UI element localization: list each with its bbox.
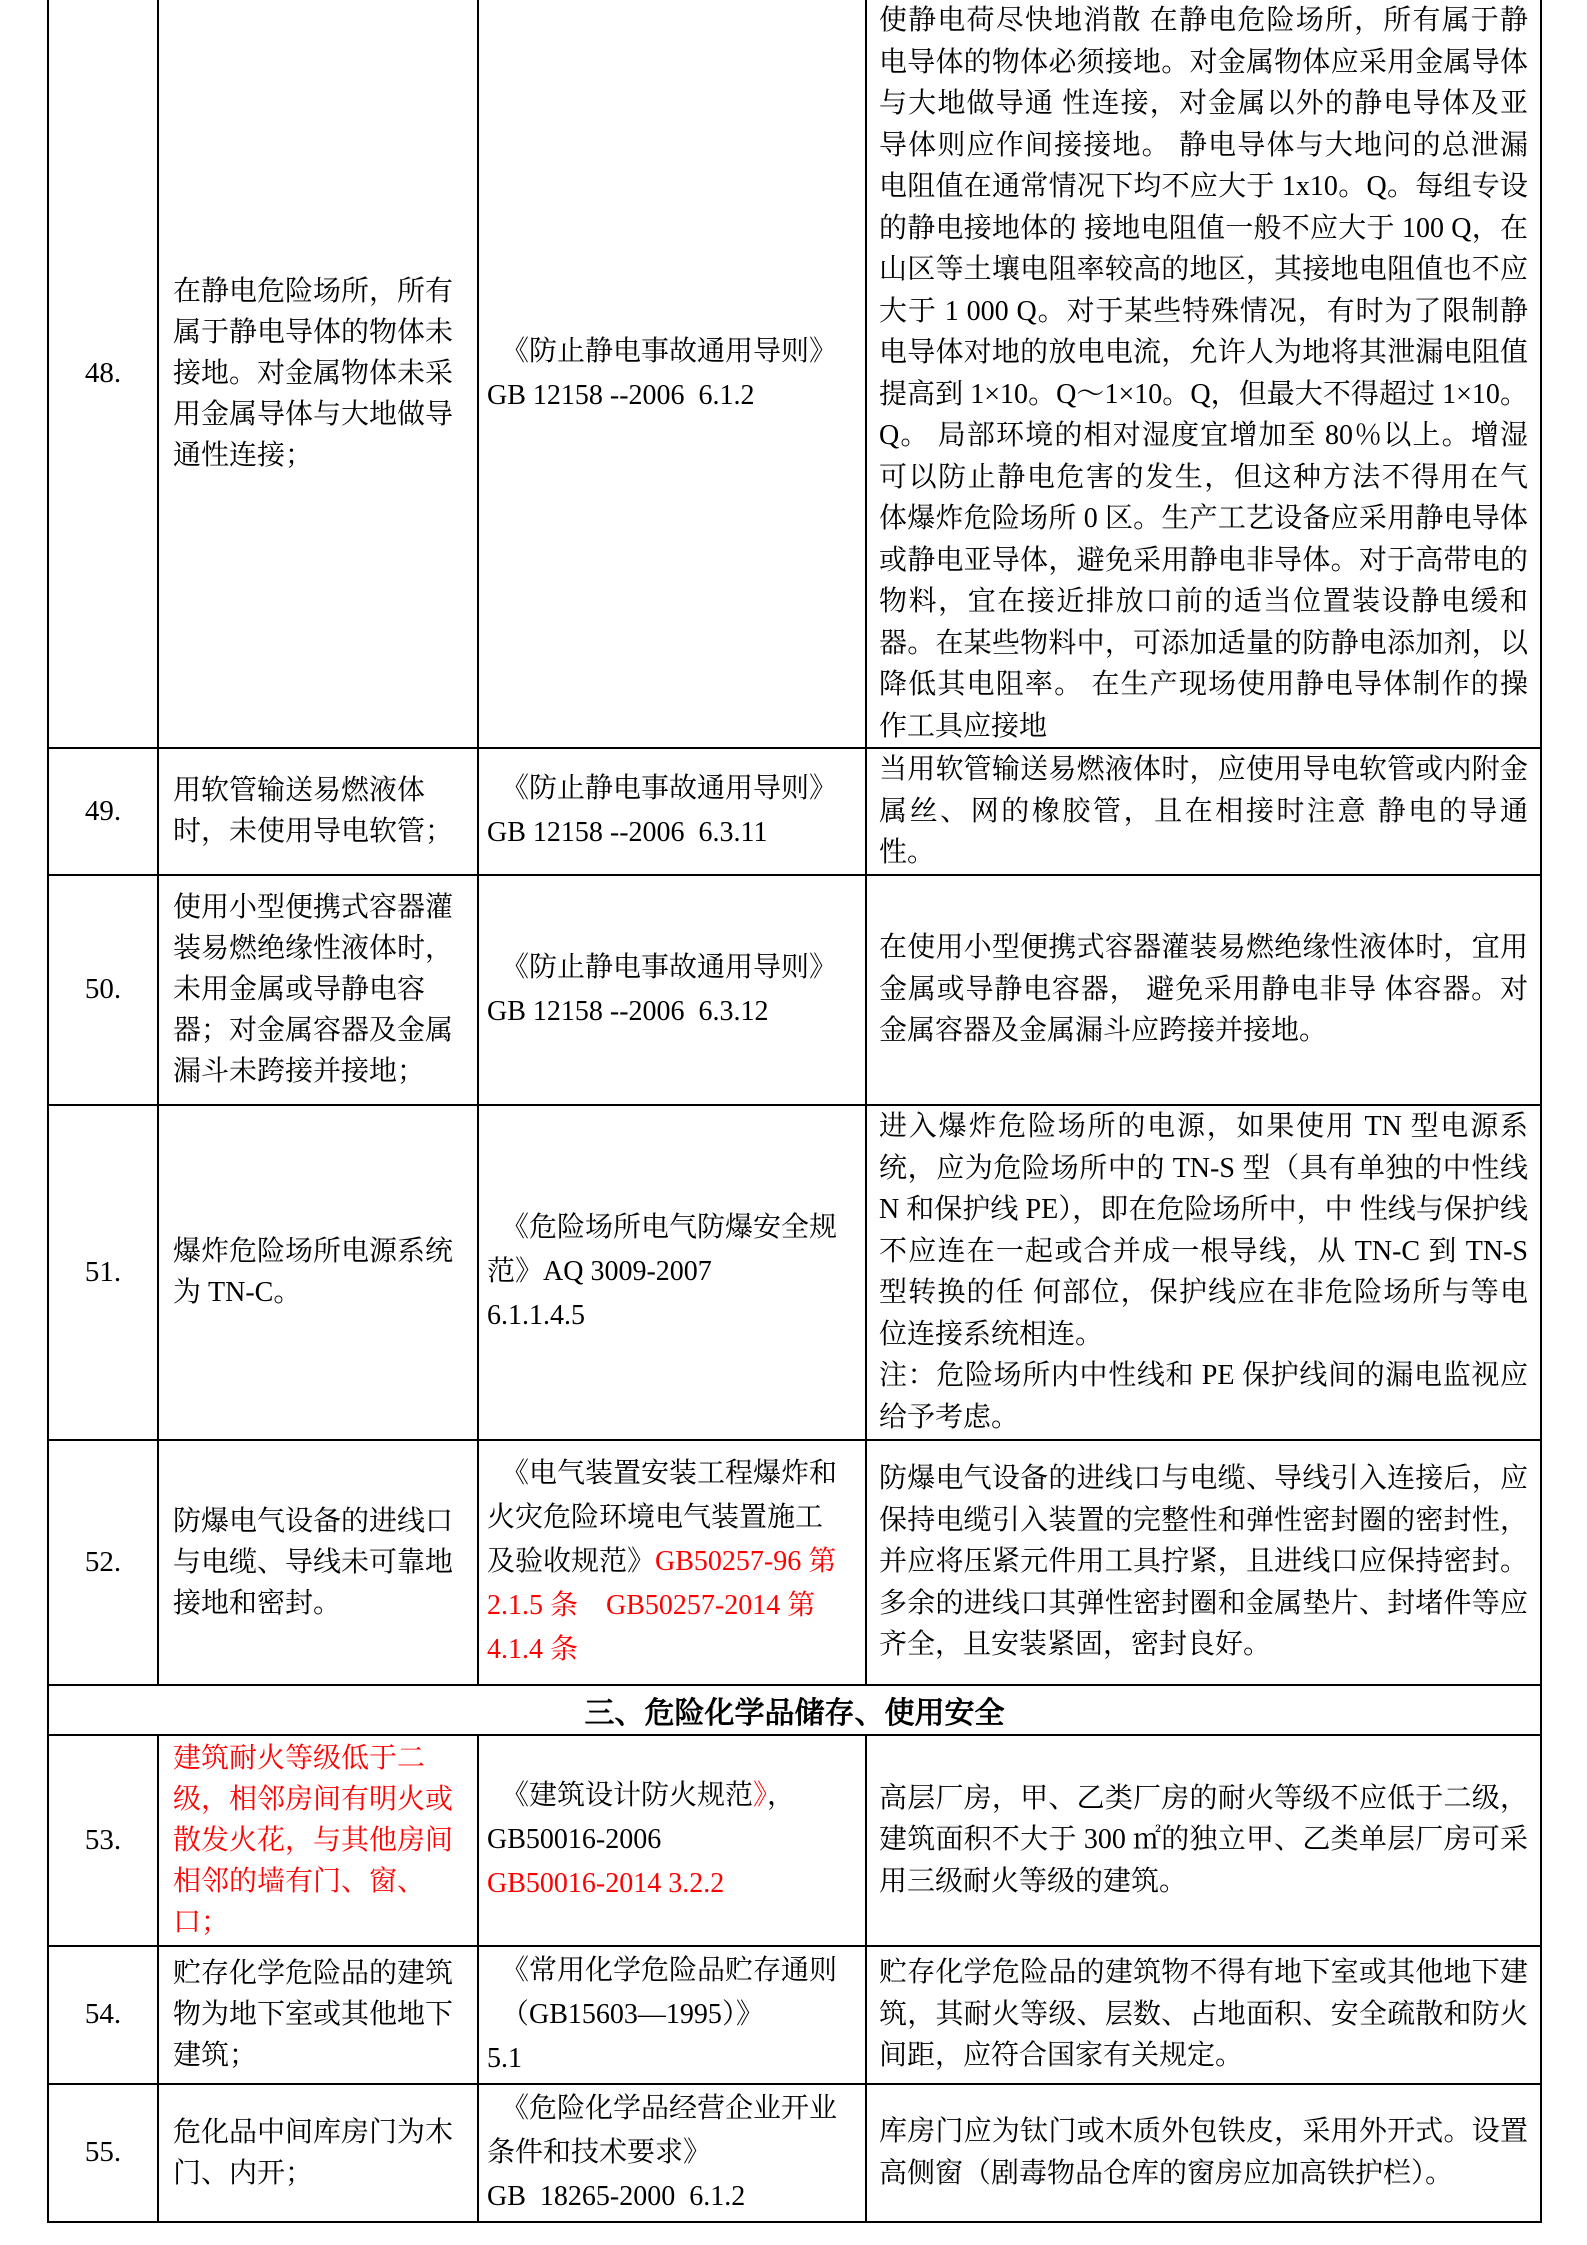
issue-cell (158, 0, 478, 748)
citation-cell (478, 748, 866, 875)
table-row (48, 2084, 1541, 2222)
citation-cell (478, 1440, 866, 1685)
row-number-cell (48, 2084, 158, 2222)
text-segment: 《危险场所电气防爆安全规 (501, 1212, 838, 1243)
explanation-cell (866, 875, 1541, 1105)
text-segment: 《防止静电事故通用导则》 (501, 773, 838, 805)
issue-cell (158, 875, 478, 1105)
issue-cell (158, 748, 478, 875)
table-row (48, 1440, 1541, 1685)
explanation-cell (866, 1946, 1541, 2084)
row-number: 55. (84, 2136, 122, 2168)
text-segment: 《危险化学品经营企业开业 (501, 2092, 838, 2124)
text-segment: 6.1.1.4.5 (487, 1300, 585, 1331)
citation-line (487, 1628, 857, 1672)
citation-cell (478, 1735, 866, 1946)
explanation-paragraph: 在使用小型便携式容器灌装易燃绝缘性液体时，宜用金属或导静电容器， 避免采用静电非导 体容器。对金属容器及金属漏斗应跨接并接地。 (879, 932, 1528, 1047)
text-segment: 《防止静电事故通用导则》 (501, 951, 838, 983)
text-segment: （GB15603—1995）》 (501, 1998, 764, 2030)
red-text-segment: 建筑耐火等级低于二级，相邻房间有明火或散发火花，与其他房间相邻的墙有门、窗、口； (173, 1742, 454, 1938)
citation-cell (478, 875, 866, 1105)
red-text-segment: 》 (753, 1780, 768, 1811)
citation-line (487, 767, 857, 811)
section-header-cell (48, 1685, 1541, 1735)
table-row (48, 1105, 1541, 1440)
text-segment: 在静电危险场所，所有属于静电导体的物体未接地。对金属物体未采用金属导体与大地做导通性连接； (173, 276, 454, 471)
issue-cell (158, 1105, 478, 1440)
explanation-paragraph: 注：危险场所内中性线和 PE 保护线间的漏电监视应给予考虑。 (879, 1360, 1528, 1433)
row-number: 48. (84, 357, 122, 389)
row-number-cell (48, 0, 158, 748)
citation-line (487, 1862, 857, 1906)
row-number-cell (48, 875, 158, 1105)
text-segment: 范》AQ 3009-2007 (487, 1256, 712, 1287)
row-number-cell (48, 1440, 158, 1685)
explanation-cell (866, 1440, 1541, 1685)
text-segment: 及验收规范》 (487, 1546, 656, 1577)
citation-line (487, 374, 857, 418)
row-number-cell (48, 1735, 158, 1946)
text-segment: 爆炸危险场所电源系统为 TN-C。 (173, 1236, 454, 1308)
issue-text (173, 887, 463, 1092)
explanation-cell (866, 0, 1541, 748)
citation-line (487, 946, 857, 990)
issue-cell (158, 2084, 478, 2222)
table-row (48, 1946, 1541, 2084)
regulation-table (47, 0, 1542, 2223)
table-row (48, 0, 1541, 748)
citation-cell (478, 2084, 866, 2222)
issue-text (173, 770, 463, 852)
text-segment: GB 12158 --2006 6.3.12 (487, 995, 769, 1027)
table-row (48, 875, 1541, 1105)
explanation-cell (866, 748, 1541, 875)
citation-line (487, 1993, 857, 2037)
text-segment: 5.1 (487, 2042, 522, 2074)
text-segment: GB 12158 --2006 6.1.2 (487, 379, 755, 411)
row-number: 49. (84, 794, 122, 827)
text-segment: 《常用化学危险品贮存通则 (501, 1954, 838, 1986)
text-segment: GB 12158 --2006 6.3.11 (487, 817, 768, 849)
citation-line (487, 330, 857, 374)
row-number: 53. (84, 1823, 122, 1856)
text-segment: 危化品中间库房门为木门、内开； (173, 2116, 454, 2189)
issue-text (173, 1738, 463, 1943)
issue-text (173, 271, 463, 476)
issue-cell (158, 1735, 478, 1946)
text-segment: 条件和技术要求》 (487, 2136, 712, 2168)
table-row (48, 1735, 1541, 1946)
citation-line (487, 2131, 857, 2175)
document-page (47, 0, 1542, 2223)
citation-line (487, 1294, 857, 1338)
red-text-segment: 2.1.5 条 GB50257-2014 第 (487, 1590, 816, 1621)
explanation-paragraph: 进入爆炸危险场所的电源，如果使用 TN 型电源系统，应为危险场所中的 TN-S 型（具有单独的中性线 N 和保护线 PE），即在危险场所中，中 性线与保护线不应连在一起或合并成一根导线，从 TN-C 到 TN-S 型转换的任 何部位，保护线应在非危险场所与等电位连接系统相连。 (879, 1111, 1528, 1350)
explanation-paragraph: 高层厂房，甲、乙类厂房的耐火等级不应低于二级，建筑面积不大于 300 ㎡的独立甲、乙类单层厂房可采用三级耐火等级的建筑。 (879, 1782, 1528, 1897)
issue-text (173, 1231, 463, 1313)
row-number: 50. (84, 973, 122, 1005)
red-text-segment: GB50016-2014 3.2.2 (487, 1868, 725, 1899)
explanation-cell (866, 2084, 1541, 2222)
text-segment: 火灾危险环境电气装置施工 (487, 1502, 824, 1533)
citation-line (487, 1540, 857, 1584)
section-row (48, 1685, 1541, 1735)
row-number-cell (48, 1105, 158, 1440)
red-text-segment: 4.1.4 条 (487, 1634, 579, 1665)
explanation-paragraph: 贮存化学危险品的建筑物不得有地下室或其他地下建筑，其耐火等级、层数、占地面积、安全疏散和防火间距，应符合国家有关规定。 (879, 1957, 1528, 2072)
row-number-cell (48, 1946, 158, 2084)
citation-line (487, 1584, 857, 1628)
citation-line (487, 1206, 857, 1250)
issue-text (173, 2112, 463, 2194)
text-segment: 贮存化学危险品的建筑物为地下室或其他地下建筑； (173, 1958, 454, 2071)
text-segment: 用软管输送易燃液体时，未使用导电软管； (173, 775, 454, 848)
row-number: 54. (84, 1998, 122, 2030)
text-segment: ， (767, 1780, 796, 1811)
citation-line (487, 1250, 857, 1294)
issue-text (173, 1501, 463, 1624)
issue-text (173, 1953, 463, 2076)
explanation-paragraph: 库房门应为钛门或木质外包铁皮，采用外开式。设置高侧窗（剧毒物品仓库的窗房应加高铁护栏）。 (879, 2116, 1528, 2189)
row-number: 51. (84, 1255, 122, 1288)
text-segment: GB50016-2006 (487, 1824, 662, 1855)
citation-cell (478, 1105, 866, 1440)
citation-line (487, 2087, 857, 2131)
table-row (48, 748, 1541, 875)
text-segment: 《建筑设计防火规范 (501, 1780, 754, 1811)
explanation-cell (866, 1735, 1541, 1946)
citation-line (487, 2175, 857, 2219)
explanation-cell (866, 1105, 1541, 1440)
row-number-cell (48, 748, 158, 875)
citation-line (487, 1452, 857, 1496)
citation-cell (478, 1946, 866, 2084)
section-title: 三、危险化学品储存、使用安全 (584, 1696, 1005, 1730)
citation-line (487, 1818, 857, 1862)
issue-cell (158, 1946, 478, 2084)
text-segment: 《防止静电事故通用导则》 (501, 335, 838, 367)
explanation-paragraph: 使静电荷尽快地消散 在静电危险场所，所有属于静电导体的物体必须接地。对金属物体应采用金属导体与大地做导通 性连接，对金属以外的静电导体及亚导体则应作间接接地。 静电导体与大地问的总泄漏电阻值在通常情况下均不应大于 1x10。Q。每组专设的静电接地体的 接地电阻值一般不应大于 100 Q，在山区等土壤电阻率较高的地区，其接地电阻值也不应大于 1 000 Q。对于某些特殊情况，有时为了限制静电导体对地的放电电流，允许人为地将其泄漏电阻值提高到 1×10。Q～1×10。Q，但最大不得超过 1×10。Q。 局部环境的相对湿度宜增加至 80％以上。增湿可以防止静电危害的发生，但这种方法不得用在气 体爆炸危险场所 0 区。生产工艺设备应采用静电导体或静电亚导体，避免采用静电非导体。对于高带电的物料，宜在接近排放口前的适当位置装设静电缓和器。在某些物料中，可添加适量的防静电添加剂，以降低其电阻率。 在生产现场使用静电导体制作的操作工具应接地 (879, 5, 1528, 742)
citation-line (487, 1774, 857, 1818)
text-segment: 使用小型便携式容器灌装易燃绝缘性液体时，未用金属或导静电容器；对金属容器及金属漏斗未跨接并接地； (173, 892, 454, 1087)
text-segment: 防爆电气设备的进线口与电缆、导线未可靠地接地和密封。 (173, 1505, 454, 1619)
citation-line (487, 1496, 857, 1540)
citation-cell (478, 0, 866, 748)
text-segment: GB 18265-2000 6.1.2 (487, 2180, 746, 2212)
citation-line (487, 2037, 857, 2081)
issue-cell (158, 1440, 478, 1685)
citation-line (487, 990, 857, 1034)
explanation-paragraph: 当用软管输送易燃液体时，应使用导电软管或内附金属丝、网的橡胶管，且在相接时注意 静电的导通性。 (879, 754, 1528, 868)
row-number: 52. (84, 1545, 122, 1578)
explanation-paragraph: 防爆电气设备的进线口与电缆、导线引入连接后，应保持电缆引入装置的完整性和弹性密封圈的密封性，并应将压紧元件用工具拧紧，且进线口应保持密封。多余的进线口其弹性密封圈和金属垫片、封堵件等应齐全，且安装紧固，密封良好。 (879, 1463, 1528, 1661)
text-segment: 《电气装置安装工程爆炸和 (501, 1458, 838, 1489)
red-text-segment: GB50257-96 第 (655, 1546, 837, 1577)
citation-line (487, 1949, 857, 1993)
citation-line (487, 811, 857, 855)
